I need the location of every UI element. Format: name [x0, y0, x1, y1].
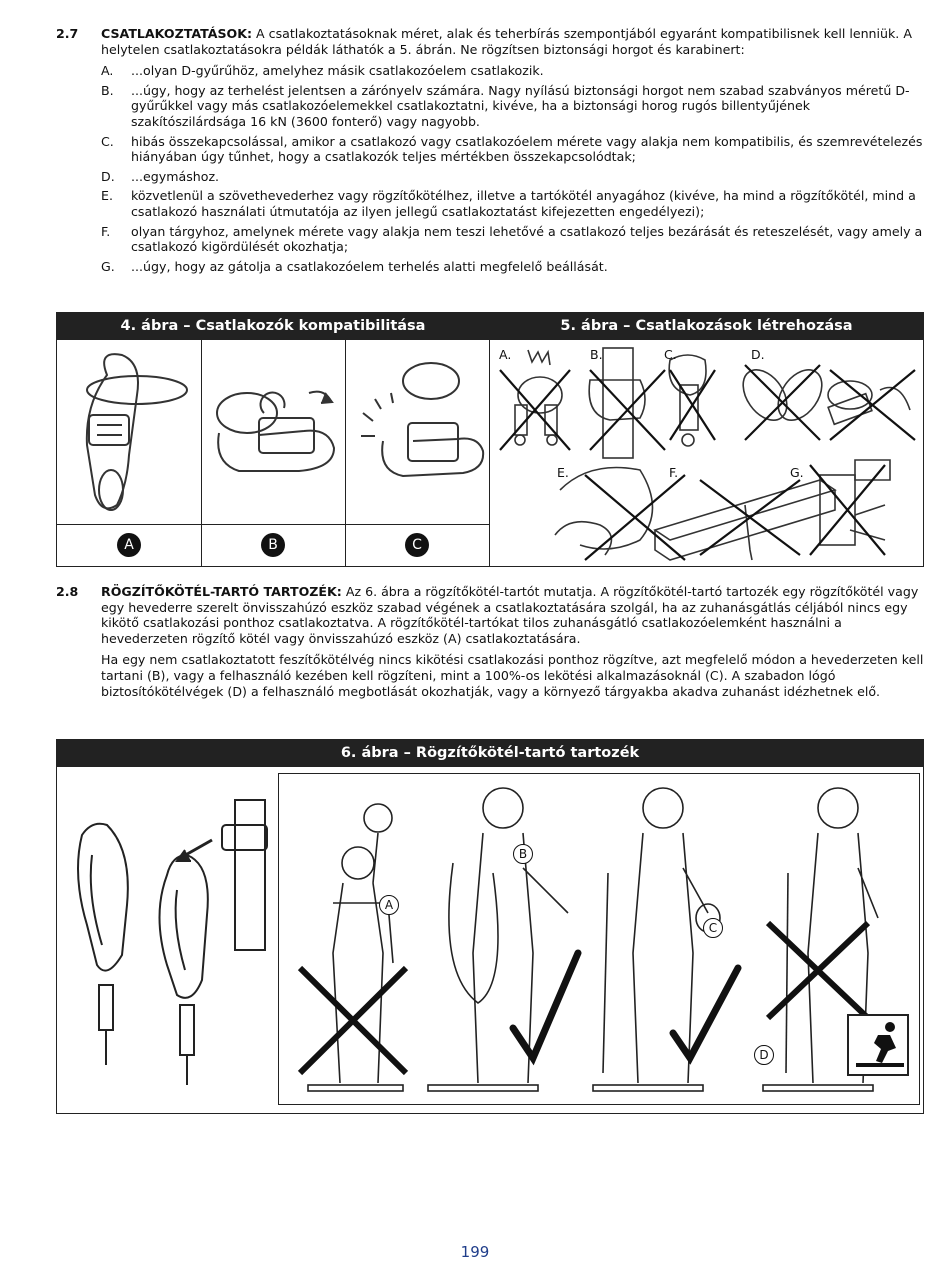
figure-4-label-a: A [117, 533, 141, 557]
list-letter: B. [101, 82, 114, 98]
figure-5-label-d: D. [751, 347, 765, 362]
list-letter: E. [101, 188, 113, 204]
list-letter: F. [101, 223, 111, 239]
section-paragraph-text: Az 6. ábra a rögzítőkötél-tartót mutatja. A rögzítőkötél-tartó tartozék egy rögzítőkötél vagy egy hevederre szerelt önvisszahúzó eszköz szabad végének a csatlakoztatására szolgál, ha az zuhanásgátlás céljából nincs egy kikötő csatlakozási ponthoz csatlakoztatva. A rögzítőkötél-tartókat tilos zuhanásgátló csatlakozóelemként használni a hevederzeten rögzítő kötél vagy önvisszahúzó eszköz (A) csatlakoztatására. [101, 584, 919, 646]
list-item [101, 188, 926, 219]
figure-4-label-c: C [405, 533, 429, 557]
list-letter: A. [101, 63, 114, 79]
section-paragraph-2: Ha egy nem csatlakoztatott feszítőkötélvég nincs kikötési csatlakozási ponthoz rögzítve, azt megfelelő módon a hevederzeten kell tartani (B), vagy a felhasználó kezében kell rögzíteni, mint a 100%-os lekötési alkalmazásoknál (C). A szabadon lógó biztosítókötélvégek (D) a felhasználó megbotlását okozhatják, vagy a környező tárgyakba akadva zuhanást idézhetnek elő. [101, 652, 924, 699]
connector-a-illustration [67, 345, 191, 520]
list-text: hibás összekapcsolással, amikor a csatlakozó vagy csatlakozóelem mérete vagy alakja nem kompatibilis, és szemrevételezés hiányában úgy tűnhet, hogy a csatlakozók teljes mértékben összekapcsolódtak; [131, 133, 923, 165]
section-paragraph-1 [101, 584, 926, 646]
section-number: 2.7 [56, 26, 79, 41]
section-2-7 [56, 26, 926, 278]
figure-4-title: 4. ábra – Csatlakozók kompatibilitása [57, 313, 489, 340]
figure-5-label-g: G. [790, 465, 804, 480]
figure-5-label-e: E. [557, 465, 569, 480]
figure-6-label-b: B [513, 844, 533, 864]
figure-5-label-c: C. [664, 347, 677, 362]
section-intro-text: A csatlakoztatásoknak méret, alak és teherbírás szempontjából egyaránt kompatibilisnek kell lenniük. A helytelen csatlakoztatásokra példák láthatók a 5. ábrán. Ne rögzítsen biztonsági horgot és karabinert: [101, 26, 912, 57]
divider [201, 340, 202, 566]
list-item [101, 224, 926, 255]
list-item [101, 63, 926, 79]
list-letter: C. [101, 133, 114, 149]
section-2-8 [56, 584, 926, 705]
list-text: közvetlenül a szövethevederhez vagy rögzítőkötélhez, illetve a tartókötél anyagához (kivéve, ha mind a rögzítőkötél, mind a csatlakozó használati útmutatója az ilyen jellegű csatlakoztatást kifejezetten engedélyezi); [131, 188, 916, 219]
usage-scenarios-illustration [278, 773, 918, 1103]
connector-c-illustration [353, 351, 488, 516]
incorrect-connection-illustrations [490, 340, 923, 566]
section-intro [101, 26, 926, 57]
list-item [101, 83, 926, 130]
figure-6-label-a: A [379, 895, 399, 915]
figure-4-label-b: B [261, 533, 285, 557]
list-item [101, 169, 926, 185]
divider [57, 524, 489, 525]
list-item [101, 134, 926, 165]
list-text: ...olyan D-gyűrűhöz, amelyhez másik csatlakozóelem csatlakozik. [131, 63, 544, 79]
figure-4-5-panel [56, 312, 924, 567]
list-letter: D. [101, 168, 115, 184]
figure-6-title: 6. ábra – Rögzítőkötél-tartó tartozék [57, 740, 923, 767]
section-title: CSATLAKOZTATÁSOK: [101, 26, 253, 41]
connector-b-illustration [209, 353, 339, 513]
figure-6-label-d: D [754, 1045, 774, 1065]
list-text: ...úgy, hogy az gátolja a csatlakozóelem terhelés alatti megfelelő beállását. [131, 258, 608, 274]
figure-5-label-f: F. [669, 465, 679, 480]
figure-5-label-b: B. [590, 347, 603, 362]
list-text: ...egymáshoz. [131, 168, 220, 184]
rule-list [101, 63, 926, 274]
section-number: 2.8 [56, 584, 79, 599]
divider [345, 340, 346, 566]
list-text: olyan tárgyhoz, amelynek mérete vagy alakja nem teszi lehetővé a csatlakozó teljes bezárását és reteszelését, vagy amely a csatlakozó kigördülését okozhatja; [131, 223, 923, 255]
section-title: RÖGZÍTŐKÖTÉL-TARTÓ TARTOZÉK: [101, 584, 342, 599]
list-letter: G. [101, 258, 115, 274]
list-item [101, 259, 926, 275]
page-number: 199 [460, 1243, 490, 1261]
figure-6-label-c: C [703, 918, 723, 938]
list-text: ...úgy, hogy az terhelést jelentsen a zárónyelv számára. Nagy nyílású biztonsági horgot nem szabad szabványos méretű D-gyűrűkkel vagy más csatlakozóelemekkel csatlakoztatni, kivéve, ha a biztonsági horog rugós billentyűjének szakítószilárdsága 16 kN (3600 fonterő) vagy nagyobb. [131, 82, 910, 129]
figure-5-label-a: A. [499, 347, 512, 362]
figure-6-panel [56, 739, 924, 1114]
figure-5-title: 5. ábra – Csatlakozások létrehozása [490, 313, 923, 340]
lanyard-keeper-illustration [67, 795, 267, 1095]
